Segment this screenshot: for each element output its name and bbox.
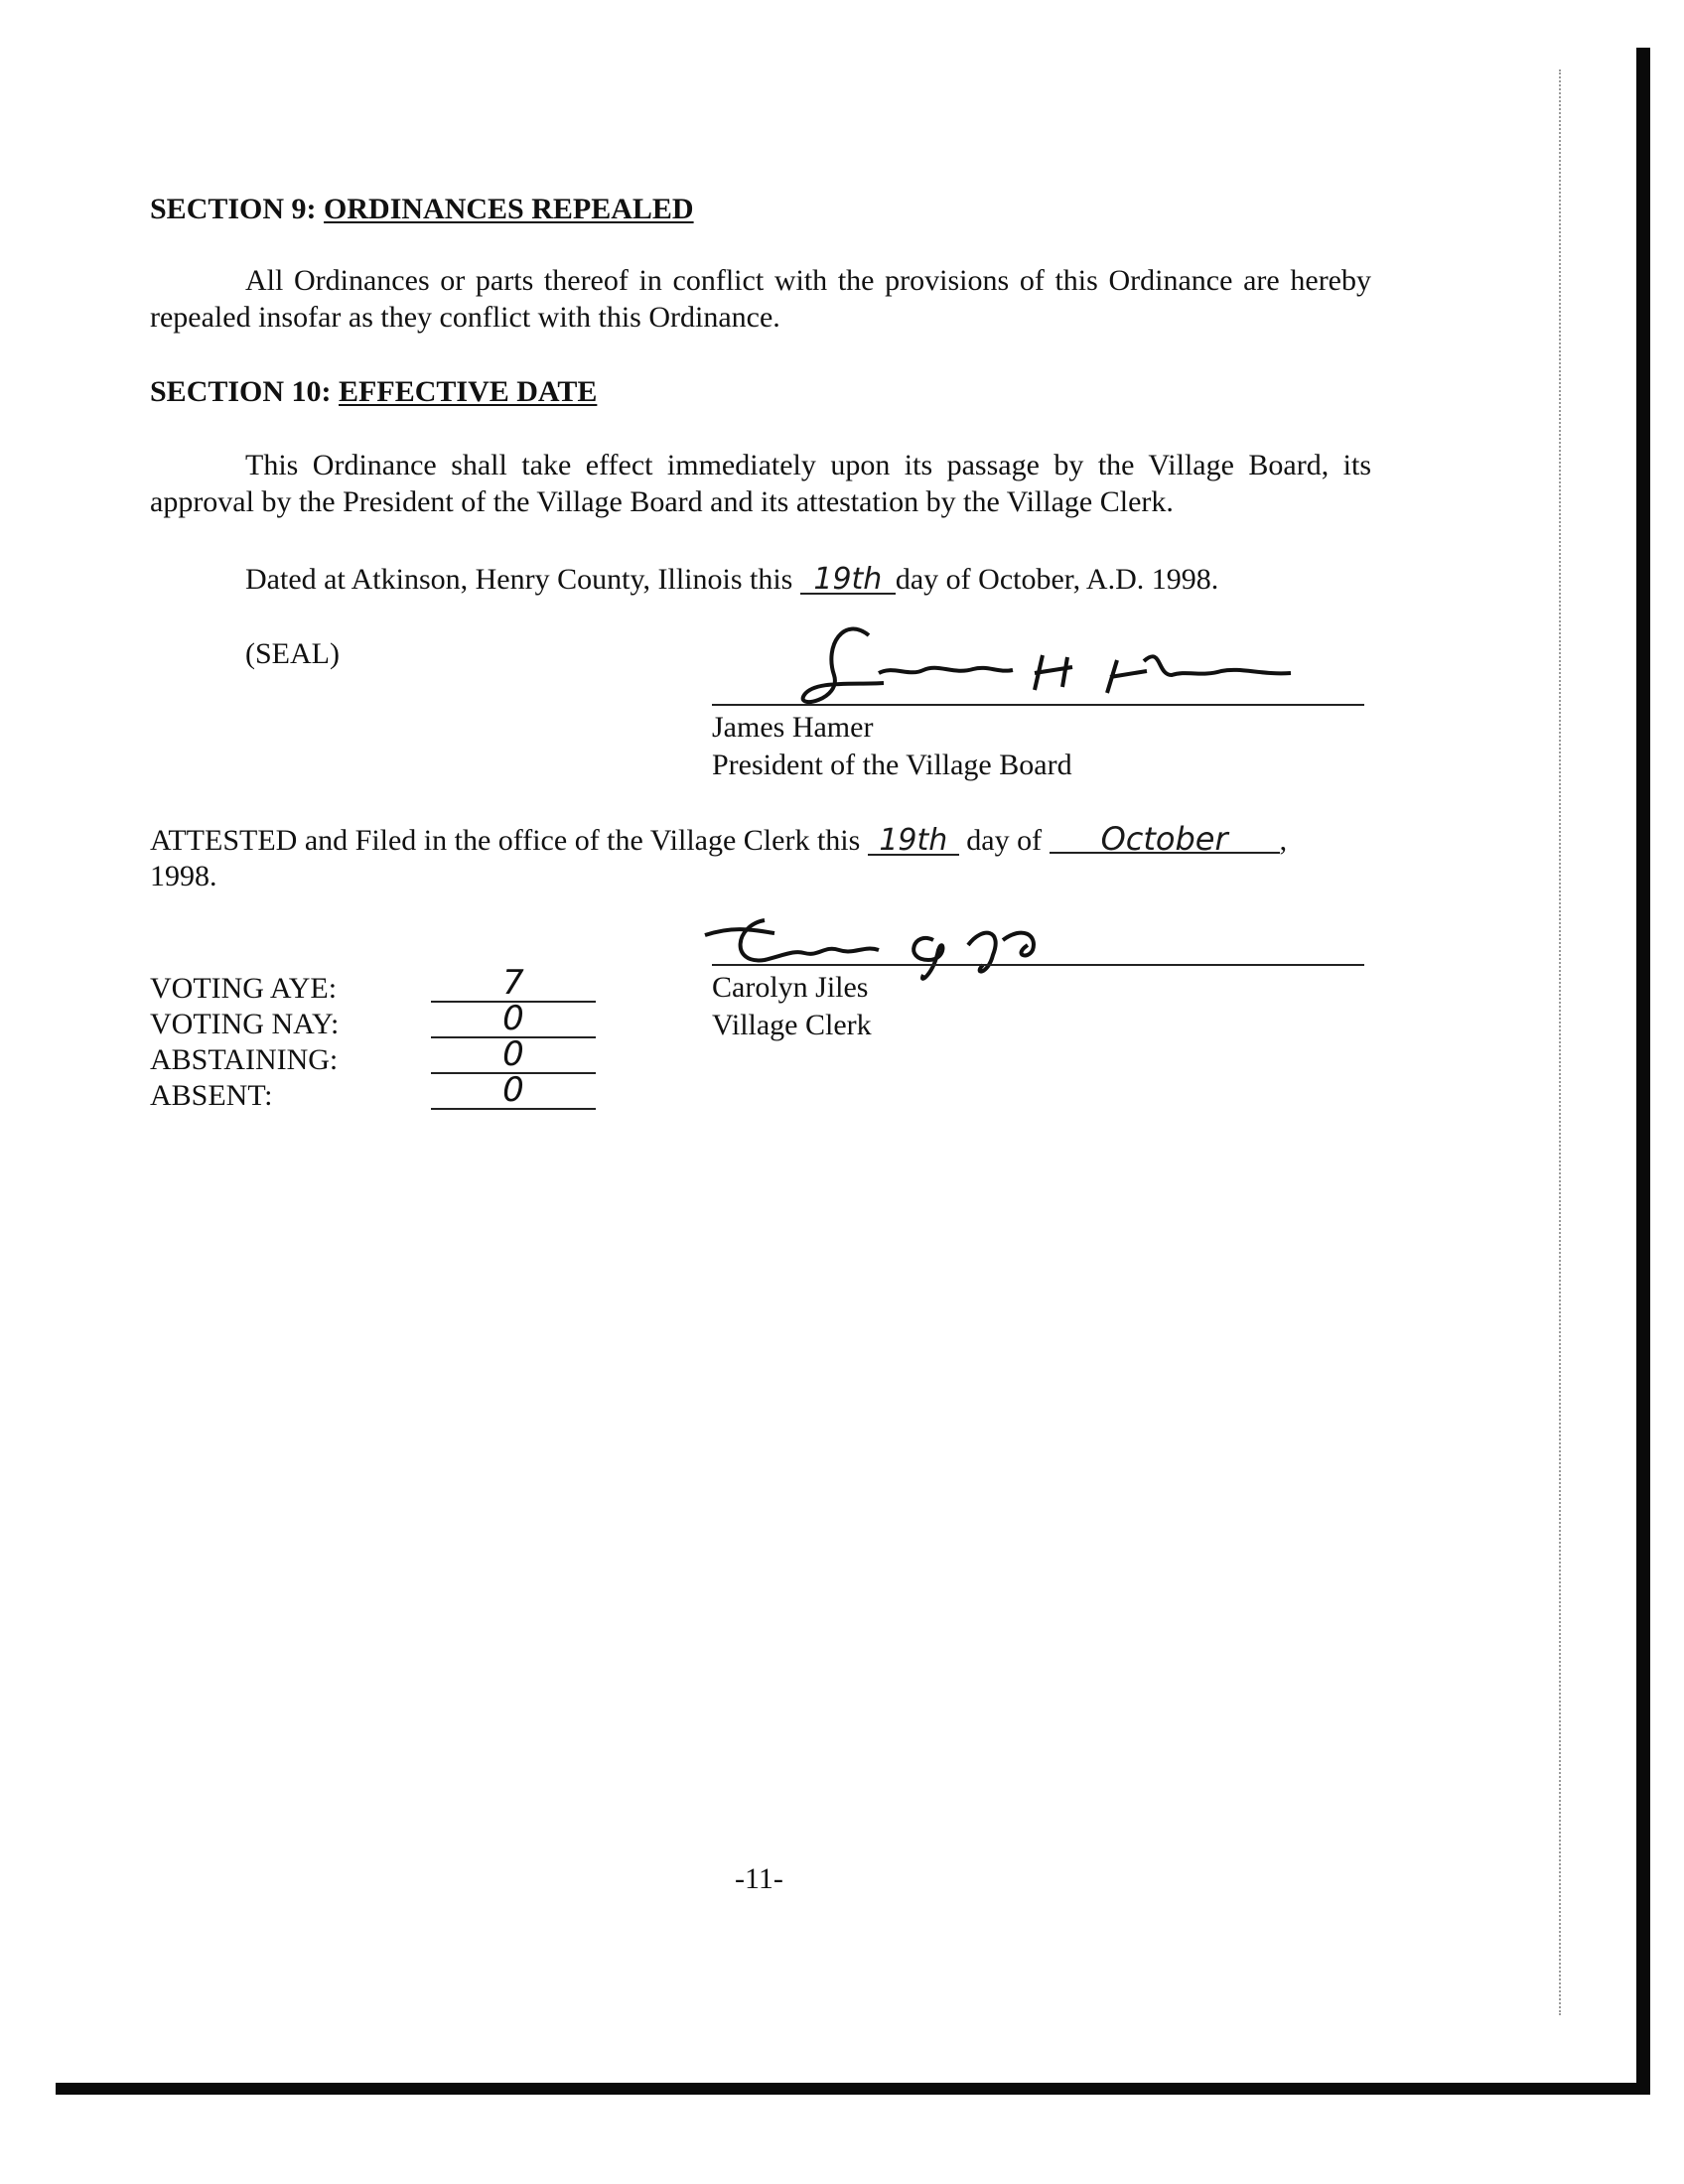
- attested-month-handwritten: October: [1050, 820, 1280, 854]
- section10-number: SECTION 10:: [150, 375, 332, 408]
- vote-value: 7: [502, 963, 524, 1003]
- clerk-signature-line: [712, 964, 1364, 966]
- scan-border-right: [1636, 48, 1650, 2095]
- dated-prefix: Dated at Atkinson, Henry County, Illinois this: [245, 563, 793, 596]
- vote-label: ABSTAINING:: [150, 1043, 339, 1076]
- vote-label: ABSENT:: [150, 1079, 273, 1112]
- vote-value: 0: [502, 999, 524, 1038]
- vote-value: 0: [502, 1034, 524, 1074]
- section10-body: This Ordinance shall take effect immediately upon its passage by the Village Board, its approval by the President of the Village Board and its attestation by the Village Clerk.: [150, 449, 1371, 518]
- dated-day-handwritten: 19th: [800, 561, 896, 595]
- scan-border-bottom: [56, 2083, 1650, 2095]
- attested-comma: ,: [1279, 824, 1288, 857]
- scan-artifact-line: [1559, 69, 1561, 2015]
- attested-middle: day of: [966, 824, 1043, 857]
- clerk-title: Village Clerk: [712, 1009, 872, 1041]
- section10-heading: [150, 373, 597, 411]
- section9-number: SECTION 9:: [150, 193, 317, 225]
- page-number: -11-: [735, 1862, 783, 1895]
- seal-label: (SEAL): [245, 637, 340, 670]
- dated-line: [245, 561, 1218, 599]
- president-name: James Hamer: [712, 711, 874, 744]
- vote-label: VOTING AYE:: [150, 972, 338, 1005]
- clerk-name: Carolyn Jiles: [712, 971, 869, 1004]
- attested-year: 1998.: [150, 860, 217, 892]
- section9-heading: [150, 191, 694, 228]
- vote-value: 0: [502, 1070, 524, 1110]
- vote-blank-line: [431, 1108, 596, 1110]
- president-signature-line: [712, 704, 1364, 706]
- section9-body: All Ordinances or parts thereof in conflict with the provisions of this Ordinance are hereby repealed insofar as they conflict with this Ordinance.: [150, 264, 1371, 334]
- section9-title: ORDINANCES REPEALED: [324, 193, 694, 225]
- attested-day-handwritten: 19th: [868, 822, 959, 856]
- president-title: President of the Village Board: [712, 749, 1072, 781]
- section10-title: EFFECTIVE DATE: [339, 375, 598, 408]
- attested-line: [150, 820, 1371, 860]
- attested-prefix: ATTESTED and Filed in the office of the Village Clerk this: [150, 824, 861, 857]
- vote-label: VOTING NAY:: [150, 1008, 340, 1040]
- dated-suffix: day of October, A.D. 1998.: [895, 563, 1219, 596]
